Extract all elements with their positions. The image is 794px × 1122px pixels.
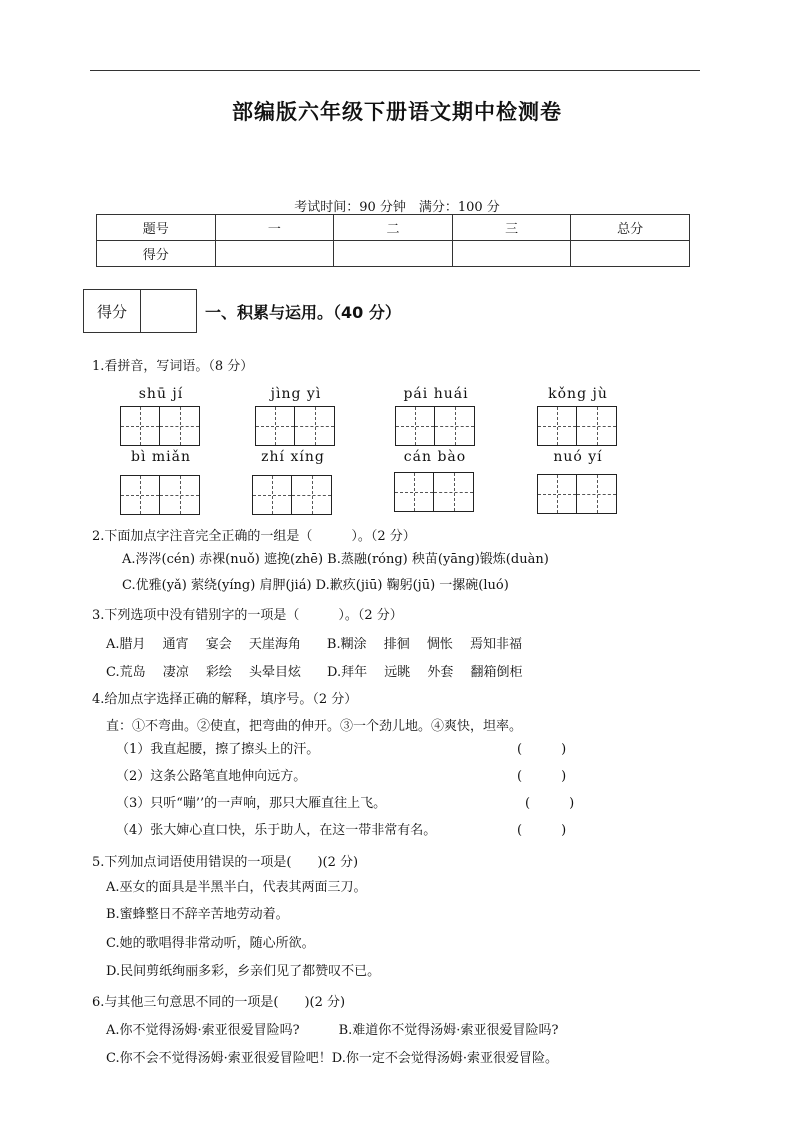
question-6-stem: 6.与其他三句意思不同的一项是( )(2 分) xyxy=(92,995,346,1010)
question-2-options-ab: A.涔涔(cén) 赤裸(nuǒ) 遮挽(zhē) B.蒸融(róng) 秧苗(yāng)锻炼(duàn) xyxy=(122,552,549,567)
exam-info: 考试时间：90 分钟 满分：100 分 xyxy=(294,200,500,215)
writing-grid[interactable] xyxy=(394,472,474,512)
question-3-stem: 3.下列选项中没有错别字的一项是（ ）。（2 分） xyxy=(92,608,403,623)
section-score-label: 得分 xyxy=(84,290,141,332)
question-4-definition: 直：①不弯曲。②使直，把弯曲的伸开。③一个劲儿地。④爽快，坦率。 xyxy=(106,719,523,734)
score-table-header-cell: 三 xyxy=(452,215,571,241)
question-4-item: （3）只听“嘣’’的一声响，那只大雁直往上飞。 xyxy=(116,796,387,811)
writing-grid[interactable] xyxy=(537,406,617,446)
question-5-option: C.她的歌唱得非常动听，随心所欲。 xyxy=(106,936,315,951)
score-blank-cell[interactable] xyxy=(334,241,453,267)
question-5-option: A.巫女的面具是半黑半白，代表其两面三刀。 xyxy=(106,880,367,895)
question-2-stem: 2.下面加点字注音完全正确的一组是（ ）。（2 分） xyxy=(92,529,416,544)
question-4-stem: 4.给加点字选择正确的解释，填序号。（2 分） xyxy=(92,692,358,707)
score-row-label: 得分 xyxy=(97,241,216,267)
writing-grid[interactable] xyxy=(252,475,332,515)
question-4-item: （4）张大婶心直口快，乐于助人，在这一带非常有名。 xyxy=(116,823,437,838)
page-title: 部编版六年级下册语文期中检测卷 xyxy=(232,100,562,124)
writing-grid[interactable] xyxy=(255,406,335,446)
pinyin-label: nuó yí xyxy=(553,449,603,465)
score-blank-cell[interactable] xyxy=(571,241,690,267)
answer-blank[interactable]: ( ) xyxy=(517,823,567,838)
pinyin-label: zhí xíng xyxy=(261,449,325,465)
pinyin-label: kǒng jù xyxy=(548,386,608,402)
header-rule xyxy=(90,70,700,71)
score-blank-cell[interactable] xyxy=(452,241,571,267)
section-score-blank[interactable] xyxy=(141,290,196,332)
section-score-box xyxy=(83,289,197,333)
question-3-options-cd: C.荒岛 凄凉 彩绘 头晕目炫 D.拜年 远眺 外套 翻箱倒柜 xyxy=(106,665,523,680)
score-table-header-cell: 二 xyxy=(334,215,453,241)
writing-grid[interactable] xyxy=(120,406,200,446)
answer-blank[interactable]: ( ) xyxy=(517,742,567,757)
pinyin-label: bì miǎn xyxy=(130,449,191,465)
score-table-header-row xyxy=(97,215,690,241)
writing-grid[interactable] xyxy=(537,474,617,514)
answer-blank[interactable]: ( ) xyxy=(525,796,575,811)
score-table-header-cell: 总分 xyxy=(571,215,690,241)
question-5-stem: 5.下列加点词语使用错误的一项是( )(2 分) xyxy=(92,855,359,870)
writing-grid[interactable] xyxy=(120,475,200,515)
score-blank-cell[interactable] xyxy=(215,241,334,267)
pinyin-label: cán bào xyxy=(403,449,467,465)
writing-grid[interactable] xyxy=(395,406,475,446)
score-table-header-cell: 一 xyxy=(215,215,334,241)
section-title: 一、积累与运用。（40 分） xyxy=(205,303,401,322)
question-1-stem: 1.看拼音，写词语。（8 分） xyxy=(92,359,254,374)
question-6-options-ab: A.你不觉得汤姆·索亚很爱冒险吗? B.难道你不觉得汤姆·索亚很爱冒险吗? xyxy=(106,1023,559,1038)
score-table-header-cell: 题号 xyxy=(97,215,216,241)
pinyin-label: jìng yì xyxy=(270,386,322,402)
question-3-options-ab: A.腊月 通宵 宴会 天崖海角 B.糊涂 排徊 惆怅 焉知非福 xyxy=(106,637,523,652)
question-4-item: （1）我直起腰，擦了擦头上的汗。 xyxy=(116,742,320,757)
pinyin-label: shū jí xyxy=(138,386,184,402)
score-table xyxy=(96,214,690,267)
score-table-score-row xyxy=(97,241,690,267)
question-2-options-cd: C.优雅(yǎ) 萦绕(yíng) 肩胛(jiá) D.歉疚(jiū) 鞠躬(jū) 一摞碗(luó) xyxy=(122,578,509,593)
question-5-option: B.蜜蜂整日不辞辛苦地劳动着。 xyxy=(106,907,289,922)
question-6-options-cd: C.你不会不觉得汤姆·索亚很爱冒险吧！D.你一定不会觉得汤姆·索亚很爱冒险。 xyxy=(106,1051,558,1066)
answer-blank[interactable]: ( ) xyxy=(517,769,567,784)
question-4-item: （2）这条公路笔直地伸向远方。 xyxy=(116,769,307,784)
pinyin-label: pái huái xyxy=(403,386,469,402)
question-5-option: D.民间剪纸绚丽多彩，乡亲们见了都赞叹不已。 xyxy=(106,964,381,979)
